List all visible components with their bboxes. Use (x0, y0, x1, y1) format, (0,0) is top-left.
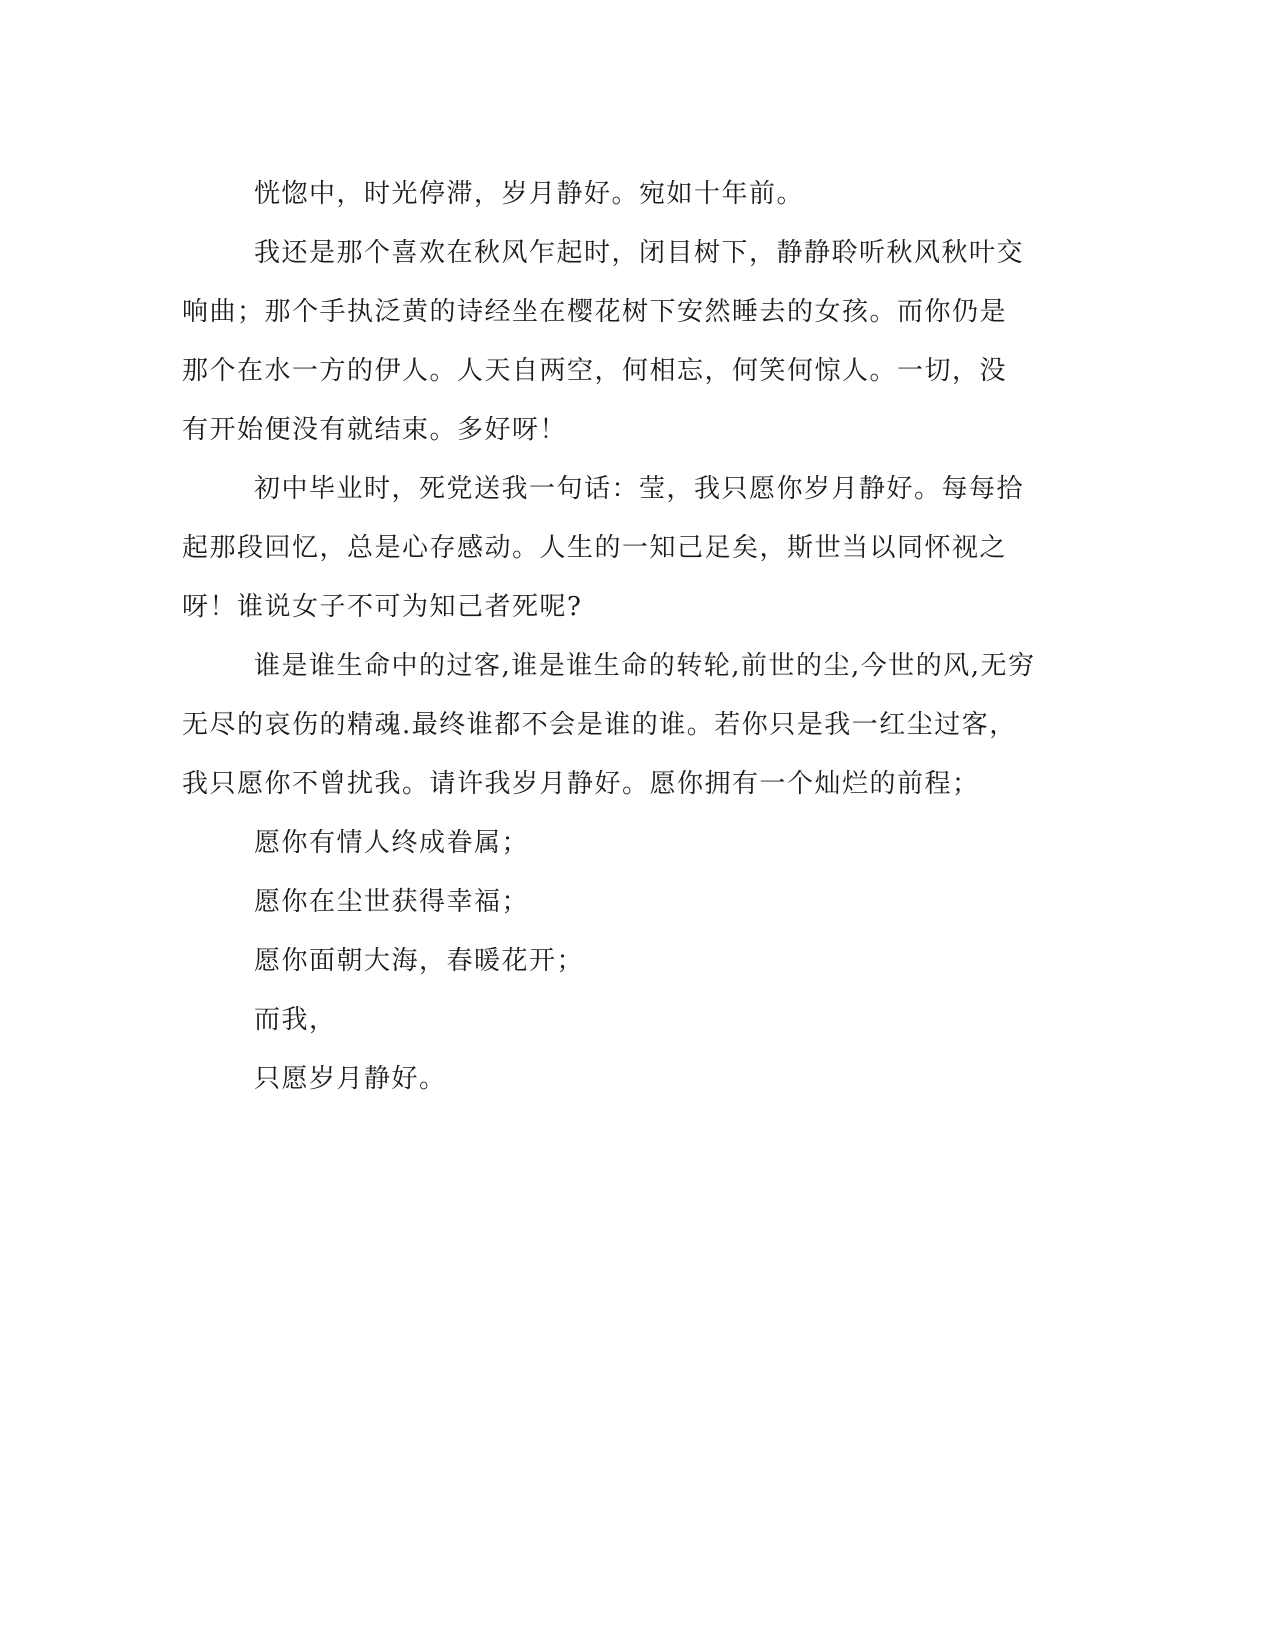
paragraph-line: 那个在水一方的伊人。人天自两空，何相忘，何笑何惊人。一切，没 (182, 356, 1008, 386)
paragraph-line: 愿你在尘世获得幸福； (254, 887, 530, 917)
paragraph-line: 只愿岁月静好。 (254, 1064, 447, 1094)
paragraph-line: 有开始便没有就结束。多好呀！ (182, 415, 568, 445)
paragraph-line: 恍惚中，时光停滞，岁月静好。宛如十年前。 (254, 179, 805, 209)
paragraph-line: 我还是那个喜欢在秋风乍起时，闭目树下，静静聆听秋风秋叶交 (254, 238, 1025, 268)
paragraph-line: 谁是谁生命中的过客,谁是谁生命的转轮,前世的尘,今世的风,无穷 (254, 651, 1036, 681)
paragraph-line: 而我， (254, 1005, 337, 1035)
paragraph-line: 初中毕业时，死党送我一句话：莹，我只愿你岁月静好。每每拾 (254, 474, 1025, 504)
paragraph-line: 愿你有情人终成眷属； (254, 828, 530, 858)
paragraph-line: 起那段回忆，总是心存感动。人生的一知己足矣，斯世当以同怀视之 (182, 533, 1008, 563)
paragraph-line: 愿你面朝大海，春暖花开； (254, 946, 585, 976)
paragraph-line: 无尽的哀伤的精魂.最终谁都不会是谁的谁。若你只是我一红尘过客， (182, 710, 1017, 740)
document-body (182, 165, 1042, 1109)
paragraph-line: 呀！谁说女子不可为知己者死呢? (182, 592, 583, 622)
paragraph-line: 响曲；那个手执泛黄的诗经坐在樱花树下安然睡去的女孩。而你仍是 (182, 297, 1008, 327)
paragraph-line: 我只愿你不曾扰我。请许我岁月静好。愿你拥有一个灿烂的前程； (182, 769, 980, 799)
